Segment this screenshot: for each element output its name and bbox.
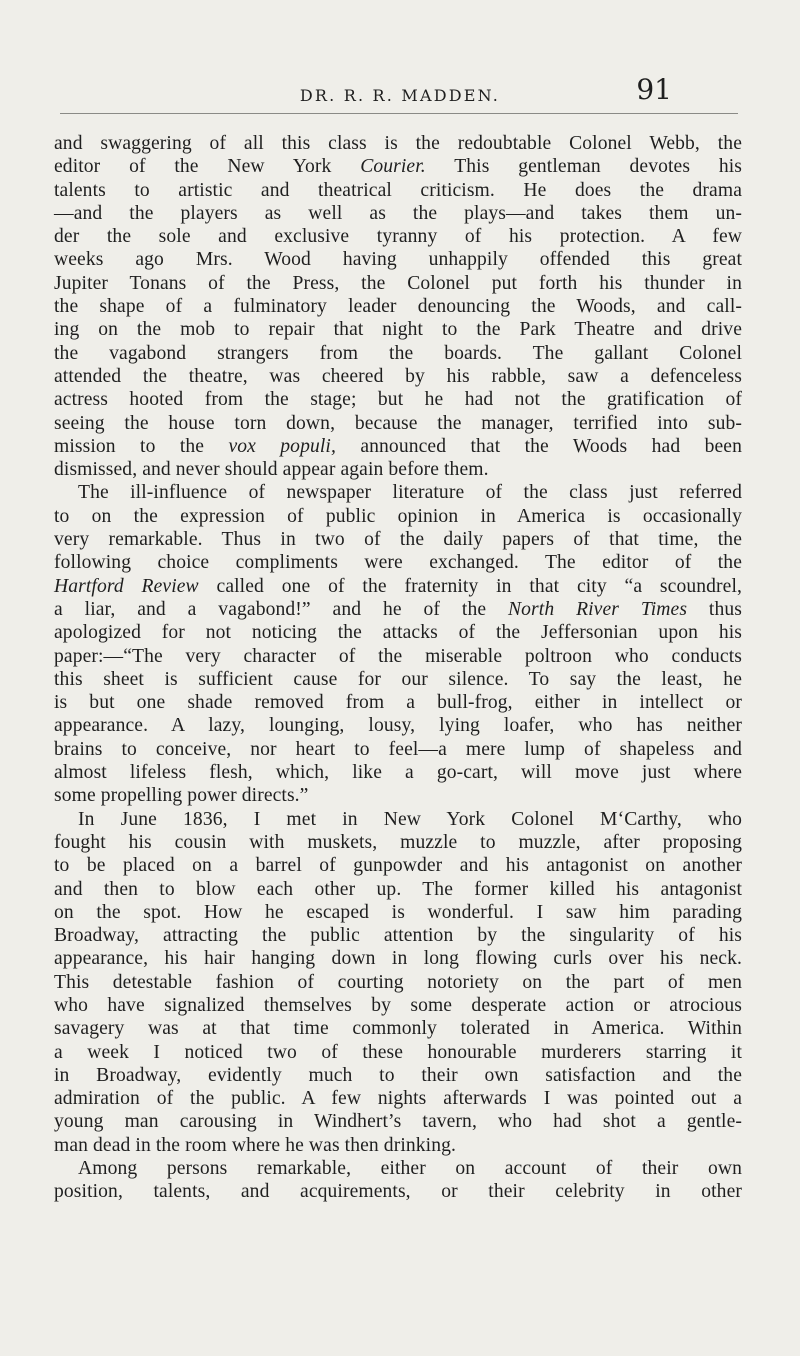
text-run: admiration of the public. A few nights afterwards I was pointed out a <box>54 1088 742 1110</box>
text-line <box>54 761 742 784</box>
text-run: and swaggering of all this class is the redoubtable Colonel Webb, the <box>54 133 742 154</box>
text-run: appearance. A lazy, lounging, lousy, lying loafer, who has neither <box>54 715 742 737</box>
text-run: called one of the fraternity in that city “a scoundrel, <box>198 575 743 597</box>
text-line <box>54 947 742 970</box>
italic-text-run: Courier. <box>360 156 426 178</box>
text-run: following choice compliments were exchanged. The editor of the <box>54 552 742 574</box>
text-line <box>54 831 742 854</box>
text-line <box>54 668 742 691</box>
text-run: editor of the New York <box>54 156 361 178</box>
text-line <box>54 435 742 458</box>
text-line <box>54 1064 742 1087</box>
text-line <box>54 388 742 411</box>
text-line <box>54 1017 742 1040</box>
text-run: thus <box>687 598 742 620</box>
text-line <box>54 225 742 248</box>
text-line <box>54 1134 742 1157</box>
text-line <box>54 808 742 831</box>
text-line <box>54 318 742 341</box>
body-text <box>54 132 742 1204</box>
text-run: brains to conceive, nor heart to feel—a mere lump of shapeless and <box>54 738 742 760</box>
text-run: mission to the <box>54 435 229 457</box>
running-title: DR. R. R. MADDEN. <box>299 86 501 105</box>
text-run: almost lifeless flesh, which, like a go-cart, will move just where <box>54 762 742 784</box>
text-run: man dead in the room where he was then drinking. <box>54 1134 457 1156</box>
text-run: a week I noticed two of these honourable murderers starring it <box>54 1041 742 1063</box>
text-run: very remarkable. Thus in two of the daily papers of that time, the <box>54 529 742 551</box>
text-run: the shape of a fulminatory leader denouncing the Woods, and call- <box>54 296 742 318</box>
text-run: announced that the Woods had been <box>335 435 742 457</box>
text-line <box>54 202 742 225</box>
text-line <box>54 1110 742 1133</box>
text-line <box>54 365 742 388</box>
text-line <box>54 272 742 295</box>
text-run: appearance, his hair hanging down in long flowing curls over his neck. <box>54 948 742 970</box>
text-run: savagery was at that time commonly tolerated in America. Within <box>54 1018 742 1040</box>
text-run: young man carousing in Windhert’s tavern, who had shot a gentle- <box>54 1111 742 1133</box>
text-run: This detestable fashion of courting notoriety on the part of men <box>54 971 742 993</box>
text-line <box>54 1157 742 1180</box>
text-run: in Broadway, evidently much to their own satisfaction and the <box>54 1064 742 1086</box>
text-run: talents to artistic and theatrical criticism. He does the drama <box>54 179 742 201</box>
text-line <box>54 132 742 155</box>
text-line <box>54 248 742 271</box>
text-run: der the sole and exclusive tyranny of his protection. A few <box>54 226 742 248</box>
text-run: some propelling power directs.” <box>54 785 309 807</box>
text-run: actress hooted from the stage; but he had not the gratification of <box>54 389 742 411</box>
text-run: Broadway, attracting the public attention by the singularity of his <box>54 925 742 947</box>
text-line <box>54 458 742 481</box>
text-line <box>54 412 742 435</box>
text-line <box>54 738 742 761</box>
header-rule <box>60 113 738 114</box>
text-line <box>54 691 742 714</box>
text-run: is but one shade removed from a bull-frog, either in intellect or <box>54 692 742 714</box>
text-run: Jupiter Tonans of the Press, the Colonel put forth his thunder in <box>54 272 742 294</box>
running-head <box>0 73 800 126</box>
text-run: weeks ago Mrs. Wood having unhappily offended this great <box>54 249 742 271</box>
text-run: apologized for not noticing the attacks of the Jeffersonian upon his <box>54 622 742 644</box>
text-line <box>54 342 742 365</box>
text-line <box>54 481 742 504</box>
text-run: a liar, and a vagabond!” and he of the <box>54 598 508 620</box>
text-line <box>54 1041 742 1064</box>
text-line <box>54 155 742 178</box>
text-line <box>54 179 742 202</box>
text-line <box>54 784 742 807</box>
text-run: —and the players as well as the plays—and takes them un- <box>54 202 742 224</box>
text-run: ing on the mob to repair that night to the Park Theatre and drive <box>54 319 742 341</box>
text-run: paper:—“The very character of the miserable poltroon who conducts <box>54 645 742 667</box>
text-run: and then to blow each other up. The former killed his antagonist <box>54 878 742 900</box>
text-run: to be placed on a barrel of gunpowder and his antagonist on another <box>54 855 742 877</box>
text-line <box>54 621 742 644</box>
text-run: position, talents, and acquirements, or their celebrity in other <box>54 1181 742 1203</box>
text-line <box>54 645 742 668</box>
text-line <box>54 575 742 598</box>
text-line <box>54 1087 742 1110</box>
text-line <box>54 528 742 551</box>
text-line <box>54 994 742 1017</box>
text-run: The ill-influence of newspaper literature of the class just referred <box>78 482 742 504</box>
text-run: who have signalized themselves by some desperate action or atrocious <box>54 994 742 1016</box>
italic-text-run: vox populi, <box>228 435 336 457</box>
text-line <box>54 598 742 621</box>
text-run: dismissed, and never should appear again before them. <box>54 459 489 481</box>
text-run: fought his cousin with muskets, muzzle to muzzle, after proposing <box>54 831 742 853</box>
text-line <box>54 924 742 947</box>
text-line <box>54 295 742 318</box>
text-run: the vagabond strangers from the boards. The gallant Colonel <box>54 342 742 364</box>
text-run: to on the expression of public opinion in America is occasionally <box>54 505 742 527</box>
text-run: this sheet is sufficient cause for our silence. To say the least, he <box>54 668 742 690</box>
text-line <box>54 714 742 737</box>
text-line <box>54 1180 742 1203</box>
text-line <box>54 971 742 994</box>
text-line <box>54 854 742 877</box>
text-line <box>54 551 742 574</box>
text-line <box>54 505 742 528</box>
italic-text-run: Hartford Review <box>54 575 199 597</box>
text-run: This gentleman devotes his <box>425 156 742 178</box>
text-run: In June 1836, I met in New York Colonel M‘Carthy, who <box>78 808 742 830</box>
italic-text-run: North River Times <box>507 598 688 620</box>
text-run: on the spot. How he escaped is wonderful. I saw him parading <box>54 901 742 923</box>
text-run: attended the theatre, was cheered by his rabble, saw a defenceless <box>54 365 742 387</box>
text-line <box>54 901 742 924</box>
page-number: 91 <box>636 73 672 106</box>
text-line <box>54 878 742 901</box>
text-run: Among persons remarkable, either on account of their own <box>78 1158 742 1180</box>
text-run: seeing the house torn down, because the manager, terrified into sub- <box>54 412 742 434</box>
